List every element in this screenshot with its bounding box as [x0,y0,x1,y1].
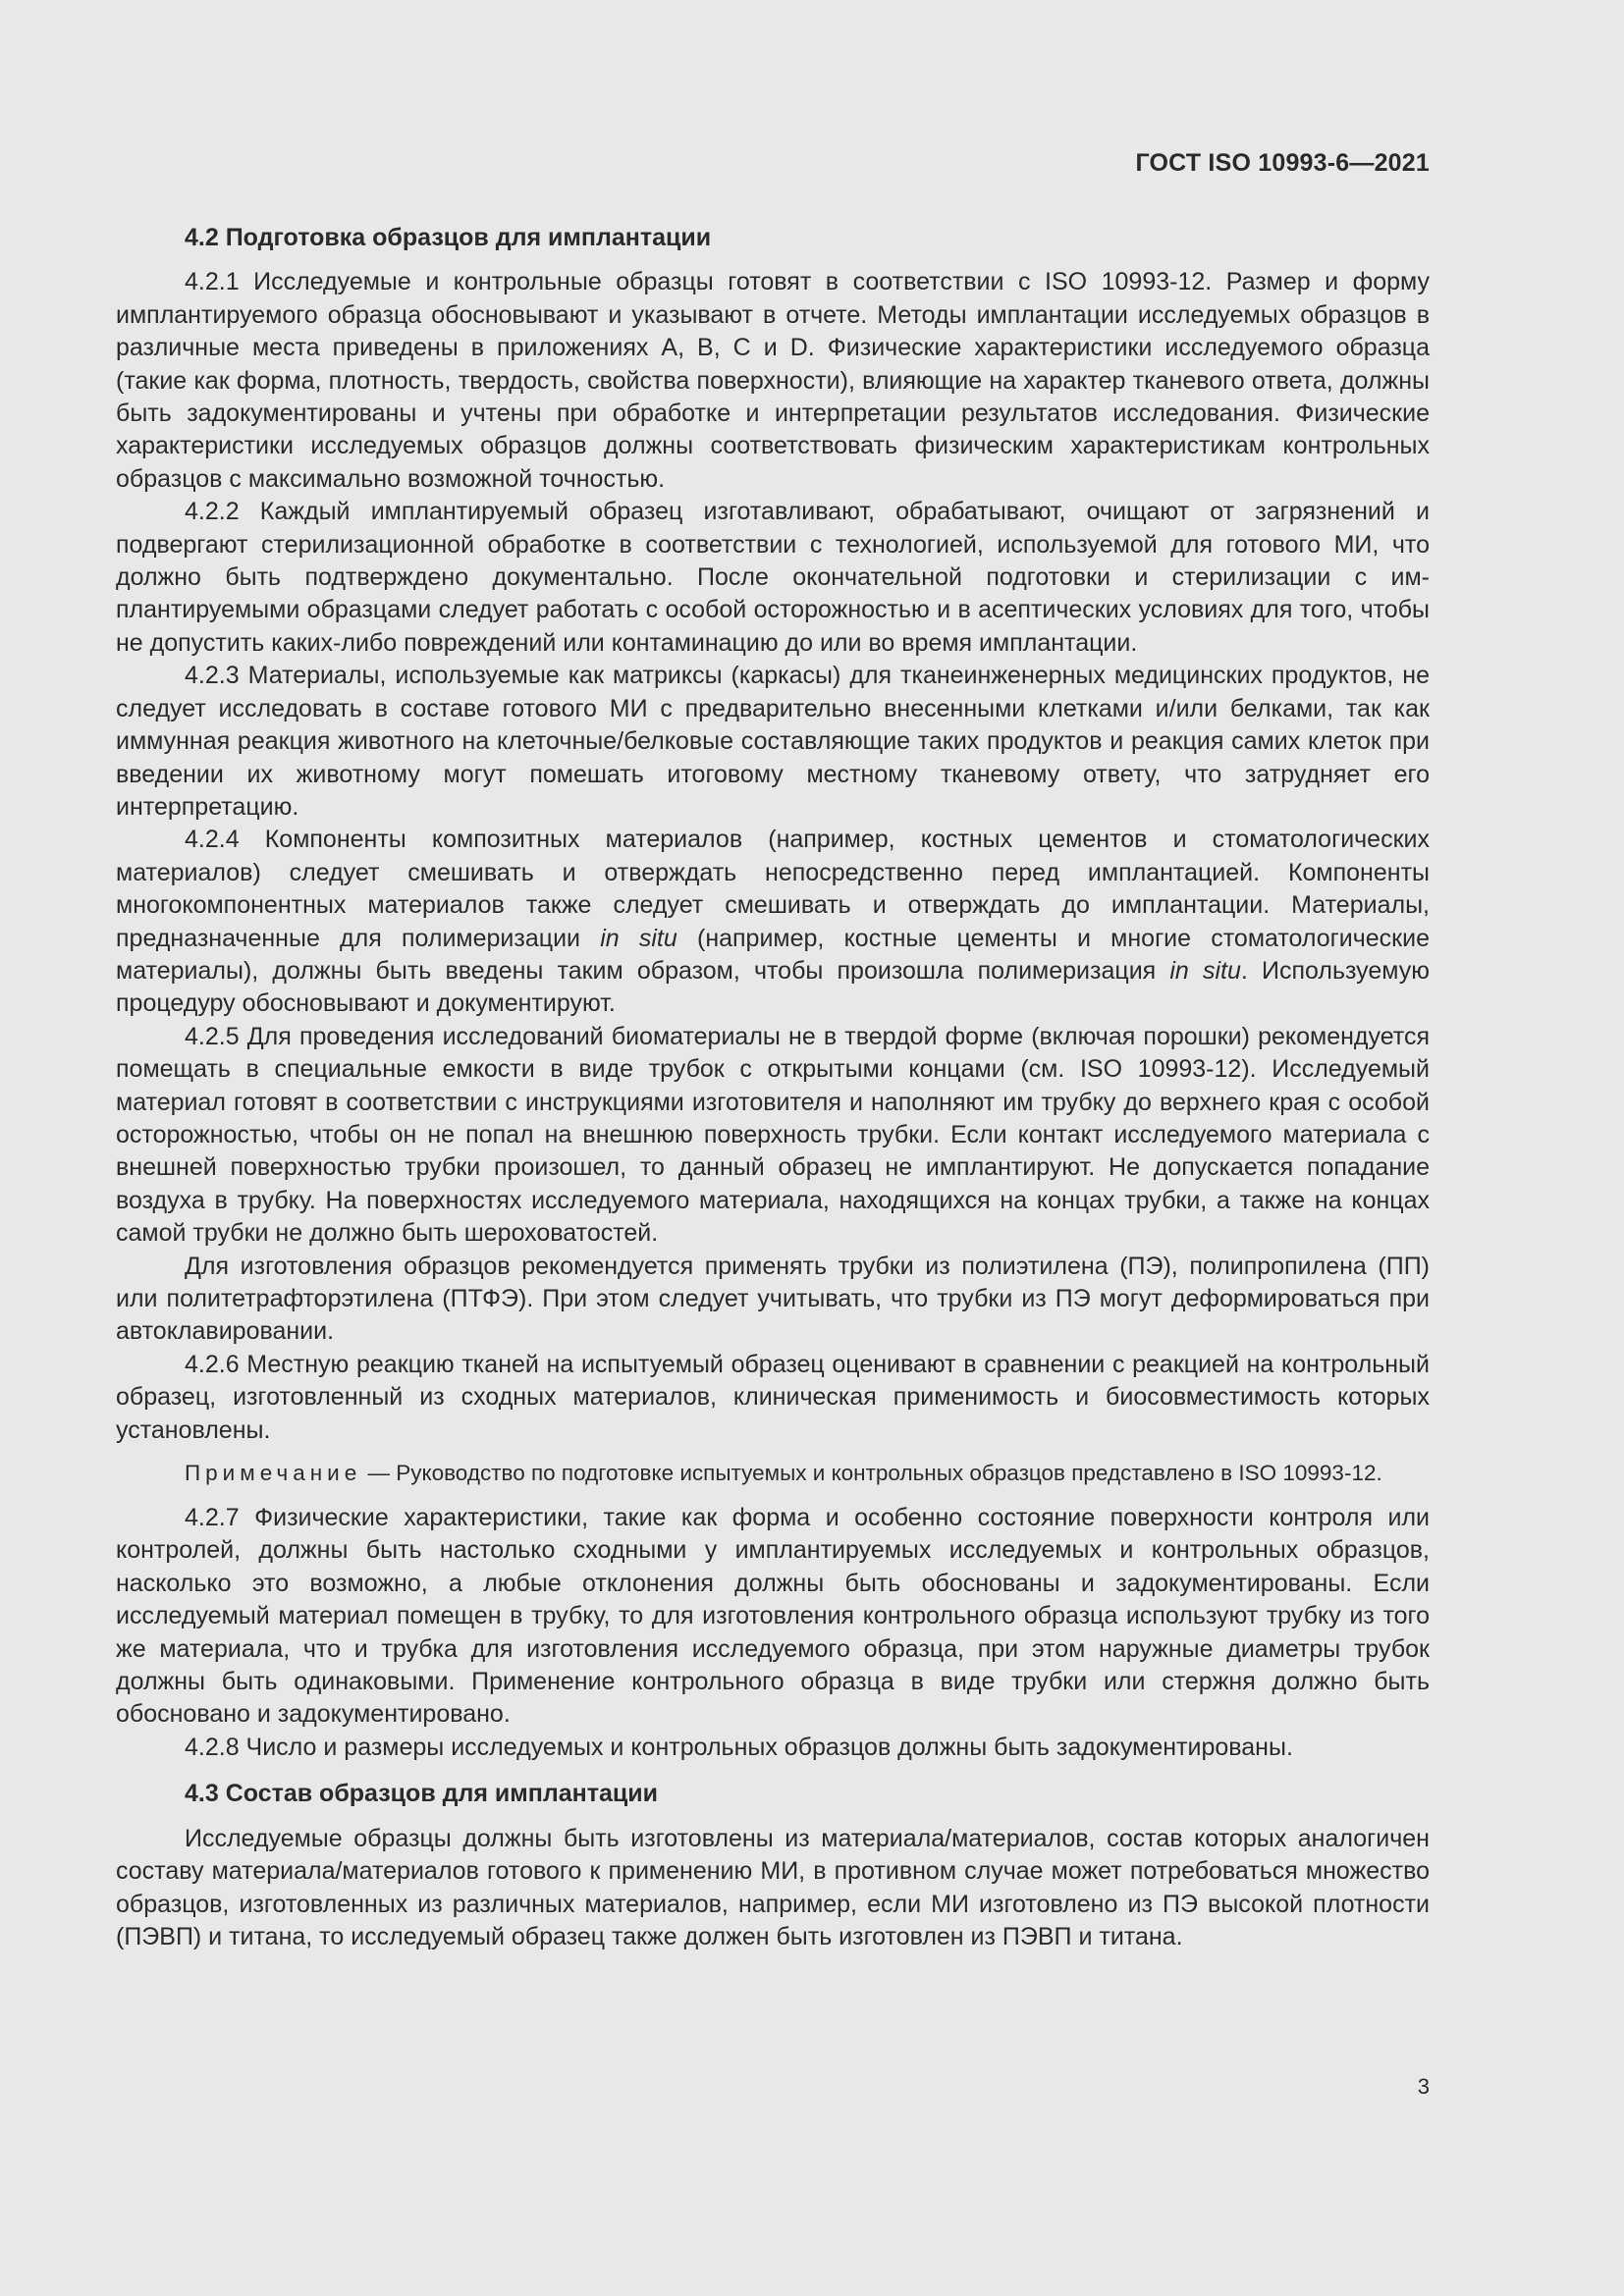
paragraph-4-2-6: 4.2.6 Местную реакцию тканей на испытуемый образец оценивают в сравнении с реакцией на контрольный образец, изготовленный из сходных материалов, клиническая применимость и биосовместимость которых установлены. [116,1350,1430,1444]
note-text: — Руководство по подготовке испытуемых и контрольных образцов представлено в ISO 10993-12. [361,1461,1382,1486]
paragraph-4-2-5-tubes: Для изготовления образцов рекомендуется применять трубки из полиэтилена (ПЭ), полипропилена (ПП) или политетрафторэтилена (ПТФЭ). При этом следует учитывать, что трубки из ПЭ могут деформироваться при автоклавировании. [116,1252,1430,1346]
note-label: Примечание [185,1461,362,1486]
paragraph-4-2-4-part-b: (например, костные цементы и многие стоматологические материалы), должны быть введены таким образом, чтобы произошла полимеризация [116,924,1430,985]
paragraph-4-2-8: 4.2.8 Число и размеры исследуемых и контрольных образцов должны быть задокументированы. [185,1733,1293,1761]
section-title-4-3: 4.3 Состав образцов для имплантации [185,1780,659,1808]
paragraph-4-2-4-part-c: . Используемую процедуру обосновывают и документируют. [116,956,1431,1018]
paragraph-4-2-7: 4.2.7 Физические характеристики, такие как форма и особенно состояние поверхности контроля или контролей, должны быть настолько сходными у имплантируемых исследуемых и контрольных образцов, насколько это возможно, а любые отклонения должны быть обоснованы и задокументированы. Если исследуемый материал помещен в трубку, то для изготовления контрольного образца используют трубку из того же материала, что и трубка для изготовления исследуемого образца, при этом наружные диаметры трубок должны быть одинаковыми. Применение контрольного образца в виде трубки или стержня должно быть обосновано и задокументировано. [116,1504,1430,1729]
page-number: 3 [1417,2074,1430,2099]
paragraph-4-3: Исследуемые образцы должны быть изготовлены из материала/материалов, состав которых аналогичен составу материала/материалов готового к применению МИ, в противном случае может потребоваться множество образцов, изготовленных из различных материалов, например, если МИ изготовлено из ПЭ высокой плотности (ПЭВП) и титана, то исследуемый образец также должен быть изготовлен из ПЭВП и титана. [116,1824,1430,1950]
section-title-4-2: 4.2 Подготовка образцов для имплантации [185,224,712,251]
paragraph-4-2-4-part-a: 4.2.4 Компоненты композитных материалов (например, костных цементов и стоматологических материалов) следует смешивать и отверждать непосредственно перед имплантацией. Компоненты многокомпонентных материалов также следует смешивать и отверждать до имплантации. Материалы, предназначенные для полимеризации [116,826,1430,952]
document-body [116,222,1430,1953]
paragraph-4-2-3: 4.2.3 Материалы, используемые как матриксы (каркасы) для тканеинженерных медицинских продуктов, не следует исследовать в составе готового МИ с предварительно внесенными клетками и/или белками, так как иммунная реакция животного на клеточные/белковые составляющие таких продуктов и реакция самих клеток при введении их животному могут помешать итоговому местному тканевому ответу, что затрудняет его интерпретацию. [116,662,1430,821]
paragraph-4-2-5: 4.2.5 Для проведения исследований биоматериалы не в твердой форме (включая порошки) рекомендуется помещать в специальные емкости в виде трубок с открытыми концами (см. ISO 10993-12). Исследуемый материал готовят в соответствии с инструкциями изготовителя и наполняют им трубку до верхнего края с особой осторожностью, чтобы он не попал на внешнюю поверхность трубки. Если контакт исследуемого материала с внешней поверхностью трубки произошел, то данный образец не имплантируют. Не допускается попадание воздуха в трубку. На поверхностях исследуемого материала, находящихся на концах трубки, а также на концах самой трубки не должно быть шероховатостей. [116,1022,1430,1248]
document-code-header: ГОСТ ISO 10993-6—2021 [1135,149,1430,177]
note [116,1459,1430,1488]
paragraph-4-2-4-italic-1: in situ [600,924,677,952]
paragraph-4-2-1: 4.2.1 Исследуемые и контрольные образцы готовят в соответствии с ISO 10993-12. Размер и форму имплантируемого образца обосновывают и указывают в отчете. Методы имплантации исследуемых образцов в различные места приведены в приложениях А, В, С и D. Физические характеристики исследуемого образца (такие как форма, плотность, твердость, свойства поверхности), влияющие на характер тканевого ответа, должны быть задокументированы и учтены при обработке и интерпретации результатов исследования. Физические характеристики исследуемых образцов должны соответствовать физическим характеристикам контрольных образцов с максимально возможной точностью. [116,268,1430,493]
paragraph-4-2-4-italic-2: in situ [1169,956,1241,985]
paragraph-4-2-4 [116,824,1430,1020]
paragraph-4-2-2: 4.2.2 Каждый имплантируемый образец изготавливают, обрабатывают, очищают от загрязнений и подвергают стерилизационной обработке в соответствии с технологией, используемой для готового МИ, что должно быть подтверждено документально. После окончательной подготовки и стерилизации с имплантируемыми образцами следует работать с особой осторожностью и в асептических условиях для того, чтобы не допустить каких-либо повреждений или контаминацию до или во время имплантации. [116,498,1430,657]
